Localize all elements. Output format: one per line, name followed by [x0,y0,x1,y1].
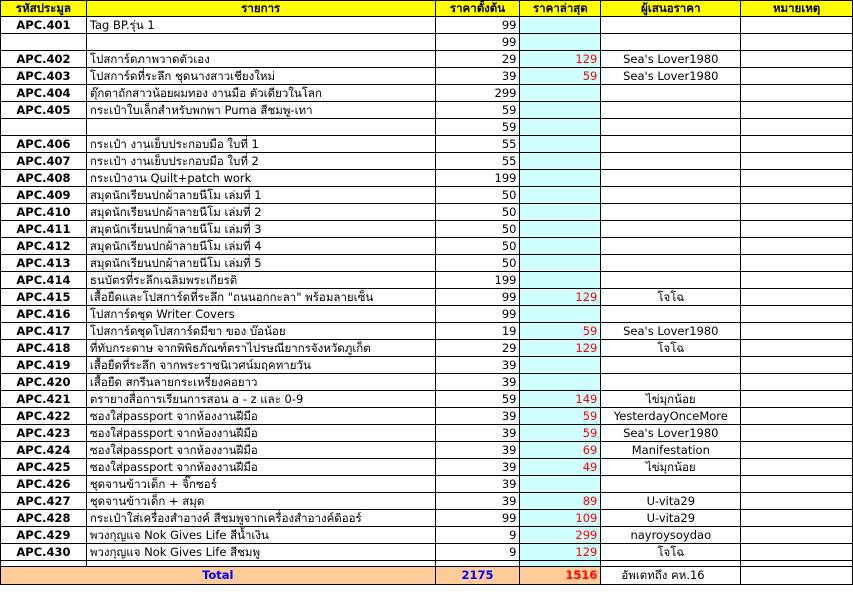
start-price-cell[interactable]: 55 [435,136,520,153]
last-price-cell[interactable] [520,119,601,136]
item-cell[interactable]: โปสการ์ดชุดโปสการ์ดมีขา ของ บ๊อน้อย [86,323,435,340]
table-row [1,493,853,510]
code-cell[interactable] [1,34,87,51]
last-price-cell[interactable] [520,238,601,255]
note-cell[interactable] [741,408,853,425]
code-cell[interactable]: APC.428 [1,510,87,527]
last-price-cell[interactable] [520,187,601,204]
note-cell[interactable] [741,119,853,136]
bidder-cell[interactable]: Sea's Lover1980 [601,68,741,85]
start-price-cell[interactable]: 39 [435,493,520,510]
bidder-cell[interactable] [601,153,741,170]
table-row [1,408,853,425]
note-cell[interactable] [741,136,853,153]
table-row [1,204,853,221]
start-price-cell[interactable]: 39 [435,357,520,374]
bidder-cell[interactable]: โจโฉ [601,289,741,306]
code-cell[interactable]: APC.411 [1,221,87,238]
last-price-cell[interactable]: 49 [520,459,601,476]
bidder-cell[interactable] [601,357,741,374]
note-cell[interactable] [741,391,853,408]
code-cell[interactable]: APC.425 [1,459,87,476]
note-cell[interactable] [741,527,853,544]
note-cell[interactable] [741,306,853,323]
total-last-price[interactable]: 1516 [520,567,601,585]
item-cell[interactable]: สมุดนักเรียนปกผ้าลายนีโม เล่มที่ 5 [86,255,435,272]
header-code: รหัสประมูล [1,1,87,17]
item-cell[interactable]: กระเป๋าใส่เครื่องสำอางค์ สีชมพูจากเครื่องสำอางค์ดิออร์ [86,510,435,527]
note-cell[interactable] [741,238,853,255]
item-cell[interactable]: กระเป๋า งานเย็บประกอบมือ ใบที่ 2 [86,153,435,170]
last-price-cell[interactable]: 129 [520,544,601,561]
bidder-cell[interactable]: U-vita29 [601,510,741,527]
code-cell[interactable]: APC.427 [1,493,87,510]
code-cell[interactable]: APC.422 [1,408,87,425]
start-price-cell[interactable]: 50 [435,204,520,221]
bidder-cell[interactable]: nayroysoydao [601,527,741,544]
last-price-cell[interactable] [520,476,601,493]
note-cell[interactable] [741,459,853,476]
table-row [1,442,853,459]
last-price-cell[interactable] [520,102,601,119]
note-cell[interactable] [741,340,853,357]
bidder-cell[interactable]: Manifestation [601,442,741,459]
table-row [1,119,853,136]
code-cell[interactable]: APC.424 [1,442,87,459]
note-cell[interactable] [741,510,853,527]
table-row [1,544,853,561]
last-price-cell[interactable]: 149 [520,391,601,408]
bidder-cell[interactable] [601,306,741,323]
bidder-cell[interactable] [601,221,741,238]
last-price-cell[interactable]: 59 [520,323,601,340]
code-cell[interactable]: APC.419 [1,357,87,374]
item-cell[interactable]: กระเป๋างาน Quilt+patch work [86,170,435,187]
item-cell[interactable]: พวงกุญแจ Nok Gives Life สีชมพู [86,544,435,561]
table-row [1,187,853,204]
start-price-cell[interactable]: 199 [435,170,520,187]
note-cell[interactable] [741,255,853,272]
bidder-cell[interactable]: U-vita29 [601,493,741,510]
start-price-cell[interactable]: 39 [435,425,520,442]
note-cell[interactable] [741,272,853,289]
code-cell[interactable]: APC.430 [1,544,87,561]
total-label[interactable]: Total [1,567,436,585]
note-cell[interactable] [741,34,853,51]
start-price-cell[interactable]: 39 [435,68,520,85]
note-cell[interactable] [741,357,853,374]
table-row [1,17,853,34]
note-cell[interactable] [741,476,853,493]
item-cell[interactable]: ซองใส่passport จากห้องงานฝีมือ [86,408,435,425]
table-row [1,136,853,153]
last-price-cell[interactable] [520,85,601,102]
code-cell[interactable]: APC.421 [1,391,87,408]
item-cell[interactable]: กระเป๋า งานเย็บประกอบมือ ใบที่ 1 [86,136,435,153]
header-last-price: ราคาล่าสุด [520,1,601,17]
last-price-cell[interactable] [520,17,601,34]
last-price-cell[interactable]: 89 [520,493,601,510]
start-price-cell[interactable]: 19 [435,323,520,340]
code-cell[interactable]: APC.413 [1,255,87,272]
bidder-cell[interactable] [601,476,741,493]
last-price-cell[interactable] [520,272,601,289]
code-cell[interactable]: APC.416 [1,306,87,323]
table-row [1,289,853,306]
table-row [1,238,853,255]
bidder-cell[interactable] [601,170,741,187]
code-cell[interactable]: APC.409 [1,187,87,204]
start-price-cell[interactable]: 9 [435,527,520,544]
note-cell[interactable] [741,68,853,85]
last-price-cell[interactable] [520,204,601,221]
bidder-cell[interactable] [601,187,741,204]
item-cell[interactable]: ตุ๊กตาถักสาวน้อยผมทอง งานมือ ตัวเดียวในโลก [86,85,435,102]
header-note: หมายเหตุ [741,1,853,17]
note-cell[interactable] [741,289,853,306]
start-price-cell[interactable]: 50 [435,221,520,238]
item-cell[interactable]: โปสการ์ดชุด Writer Covers [86,306,435,323]
bidder-cell[interactable]: โจโฉ [601,544,741,561]
start-price-cell[interactable]: 50 [435,255,520,272]
code-cell[interactable]: APC.423 [1,425,87,442]
last-price-cell[interactable]: 59 [520,68,601,85]
note-cell[interactable] [741,17,853,34]
last-price-cell[interactable] [520,374,601,391]
note-cell[interactable] [741,170,853,187]
item-cell[interactable] [86,119,435,136]
table-row [1,68,853,85]
item-cell[interactable]: ซองใส่passport จากห้องงานฝีมือ [86,442,435,459]
bidder-cell[interactable] [601,272,741,289]
last-price-cell[interactable] [520,306,601,323]
note-cell[interactable] [741,102,853,119]
start-price-cell[interactable]: 199 [435,272,520,289]
item-cell[interactable]: ชุดจานข้าวเด็ก + จิ๊กซอร์ [86,476,435,493]
code-cell[interactable]: APC.406 [1,136,87,153]
table-row [1,374,853,391]
table-row [1,221,853,238]
note-cell[interactable] [741,493,853,510]
start-price-cell[interactable]: 99 [435,34,520,51]
start-price-cell[interactable]: 299 [435,85,520,102]
table-row [1,272,853,289]
item-cell[interactable]: สมุดนักเรียนปกผ้าลายนีโม เล่มที่ 4 [86,238,435,255]
note-cell[interactable] [741,425,853,442]
table-row [1,340,853,357]
code-cell[interactable]: APC.410 [1,204,87,221]
total-row [1,567,853,585]
bidder-cell[interactable] [601,204,741,221]
table-row [1,255,853,272]
start-price-cell[interactable]: 29 [435,340,520,357]
item-cell[interactable]: ชุดจานข้าวเด็ก + สมุด [86,493,435,510]
item-cell[interactable]: โปสการ์ดที่ระลึก ชุดนางสาวเชียงใหม่ [86,68,435,85]
note-cell[interactable] [741,221,853,238]
bidder-cell[interactable] [601,102,741,119]
total-start-price[interactable]: 2175 [435,567,520,585]
last-price-cell[interactable]: 129 [520,51,601,68]
start-price-cell[interactable]: 99 [435,17,520,34]
bidder-cell[interactable] [601,119,741,136]
bidder-cell[interactable]: YesterdayOnceMore [601,408,741,425]
table-row [1,85,853,102]
note-cell[interactable] [741,51,853,68]
bidder-cell[interactable]: Sea's Lover1980 [601,323,741,340]
table-row [1,323,853,340]
item-cell[interactable]: ตรายางสื่อการเรียนการสอน a - z และ 0-9 [86,391,435,408]
table-row [1,425,853,442]
start-price-cell[interactable]: 55 [435,153,520,170]
start-price-cell[interactable]: 99 [435,306,520,323]
last-price-cell[interactable] [520,170,601,187]
table-row [1,510,853,527]
last-price-cell[interactable]: 59 [520,425,601,442]
table-row [1,527,853,544]
table-row [1,102,853,119]
update-note[interactable]: อัพเดทถึง คห.16 [601,567,741,585]
start-price-cell[interactable]: 39 [435,459,520,476]
table-row [1,306,853,323]
code-cell[interactable]: APC.414 [1,272,87,289]
last-price-cell[interactable]: 69 [520,442,601,459]
item-cell[interactable]: เสื้อยืด สกรีนลายกระเหรี่ยงคอยาว [86,374,435,391]
table-row [1,459,853,476]
note-cell[interactable] [741,85,853,102]
note-cell[interactable] [741,323,853,340]
item-cell[interactable]: Tag BP.รุ่น 1 [86,17,435,34]
table-body [1,17,853,585]
table-row [1,153,853,170]
note-cell[interactable] [741,204,853,221]
item-cell[interactable]: กระเป๋าใบเล็กสำหรับพกพา Puma สีชมพู-เทา [86,102,435,119]
code-cell[interactable]: APC.417 [1,323,87,340]
start-price-cell[interactable]: 50 [435,187,520,204]
item-cell[interactable]: เสื้อยืดและโปสการ์ดที่ระลึก "ถนนอกกะลา" พร้อมลายเซ็น [86,289,435,306]
last-price-cell[interactable] [520,221,601,238]
code-cell[interactable] [1,119,87,136]
last-price-cell[interactable]: 109 [520,510,601,527]
header-start-price: ราคาตั้งต้น [435,1,520,17]
table-row [1,357,853,374]
bidder-cell[interactable] [601,255,741,272]
code-cell[interactable]: APC.426 [1,476,87,493]
start-price-cell[interactable]: 39 [435,442,520,459]
bidder-cell[interactable]: ไข่มุกน้อย [601,391,741,408]
start-price-cell[interactable]: 39 [435,408,520,425]
item-cell[interactable]: โปสการ์ดภาพวาดตัวเอง [86,51,435,68]
bidder-cell[interactable] [601,34,741,51]
last-price-cell[interactable] [520,153,601,170]
last-price-cell[interactable] [520,34,601,51]
note-cell[interactable] [741,544,853,561]
item-cell[interactable]: สมุดนักเรียนปกผ้าลายนีโม เล่มที่ 2 [86,204,435,221]
code-cell[interactable]: APC.408 [1,170,87,187]
start-price-cell[interactable]: 59 [435,119,520,136]
code-cell[interactable]: APC.415 [1,289,87,306]
table-row [1,391,853,408]
note-cell[interactable] [741,442,853,459]
code-cell[interactable]: APC.412 [1,238,87,255]
table-row [1,51,853,68]
bidder-cell[interactable]: โจโฉ [601,340,741,357]
bidder-cell[interactable] [601,17,741,34]
start-price-cell[interactable]: 50 [435,238,520,255]
last-price-cell[interactable] [520,357,601,374]
code-cell[interactable]: APC.405 [1,102,87,119]
last-price-cell[interactable]: 59 [520,408,601,425]
item-cell[interactable] [86,34,435,51]
start-price-cell[interactable]: 29 [435,51,520,68]
item-cell[interactable]: สมุดนักเรียนปกผ้าลายนีโม เล่มที่ 3 [86,221,435,238]
table-row [1,34,853,51]
item-cell[interactable]: เสื้อยืดที่ระลึก จากพระราชนิเวศน์มฤคทายวัน [86,357,435,374]
last-price-cell[interactable] [520,255,601,272]
code-cell[interactable]: APC.401 [1,17,87,34]
code-cell[interactable]: APC.402 [1,51,87,68]
item-cell[interactable]: ซองใส่passport จากห้องงานฝีมือ [86,425,435,442]
header-item: รายการ [86,1,435,17]
bidder-cell[interactable] [601,85,741,102]
header-row [1,1,853,17]
table-row [1,476,853,493]
code-cell[interactable]: APC.420 [1,374,87,391]
item-cell[interactable]: สมุดนักเรียนปกผ้าลายนีโม เล่มที่ 1 [86,187,435,204]
start-price-cell[interactable]: 99 [435,289,520,306]
last-price-cell[interactable]: 129 [520,289,601,306]
bidder-cell[interactable]: Sea's Lover1980 [601,51,741,68]
start-price-cell[interactable]: 99 [435,510,520,527]
item-cell[interactable]: ซองใส่passport จากห้องงานฝีมือ [86,459,435,476]
total-note-cell[interactable] [741,567,853,585]
note-cell[interactable] [741,187,853,204]
item-cell[interactable]: ธนบัตรที่ระลึกเฉลิมพระเกียรติ [86,272,435,289]
note-cell[interactable] [741,374,853,391]
note-cell[interactable] [741,153,853,170]
bidder-cell[interactable] [601,374,741,391]
header-bidder: ผู้เสนอราคา [601,1,741,17]
code-cell[interactable]: APC.403 [1,68,87,85]
last-price-cell[interactable] [520,136,601,153]
item-cell[interactable]: ที่ทับกระดาษ จากพิพิธภัณฑ์ตราไปรษณียากรจังหวัดภูเก็ต [86,340,435,357]
code-cell[interactable]: APC.404 [1,85,87,102]
bidder-cell[interactable] [601,238,741,255]
start-price-cell[interactable]: 59 [435,102,520,119]
start-price-cell[interactable]: 39 [435,374,520,391]
table-row [1,170,853,187]
item-cell[interactable]: พวงกุญแจ Nok Gives Life สีน้ำเงิน [86,527,435,544]
bidder-cell[interactable]: ไข่มุกน้อย [601,459,741,476]
code-cell[interactable]: APC.418 [1,340,87,357]
start-price-cell[interactable]: 59 [435,391,520,408]
code-cell[interactable]: APC.429 [1,527,87,544]
bidder-cell[interactable]: Sea's Lover1980 [601,425,741,442]
start-price-cell[interactable]: 39 [435,476,520,493]
code-cell[interactable]: APC.407 [1,153,87,170]
last-price-cell[interactable]: 129 [520,340,601,357]
start-price-cell[interactable]: 9 [435,544,520,561]
bidder-cell[interactable] [601,136,741,153]
last-price-cell[interactable]: 299 [520,527,601,544]
